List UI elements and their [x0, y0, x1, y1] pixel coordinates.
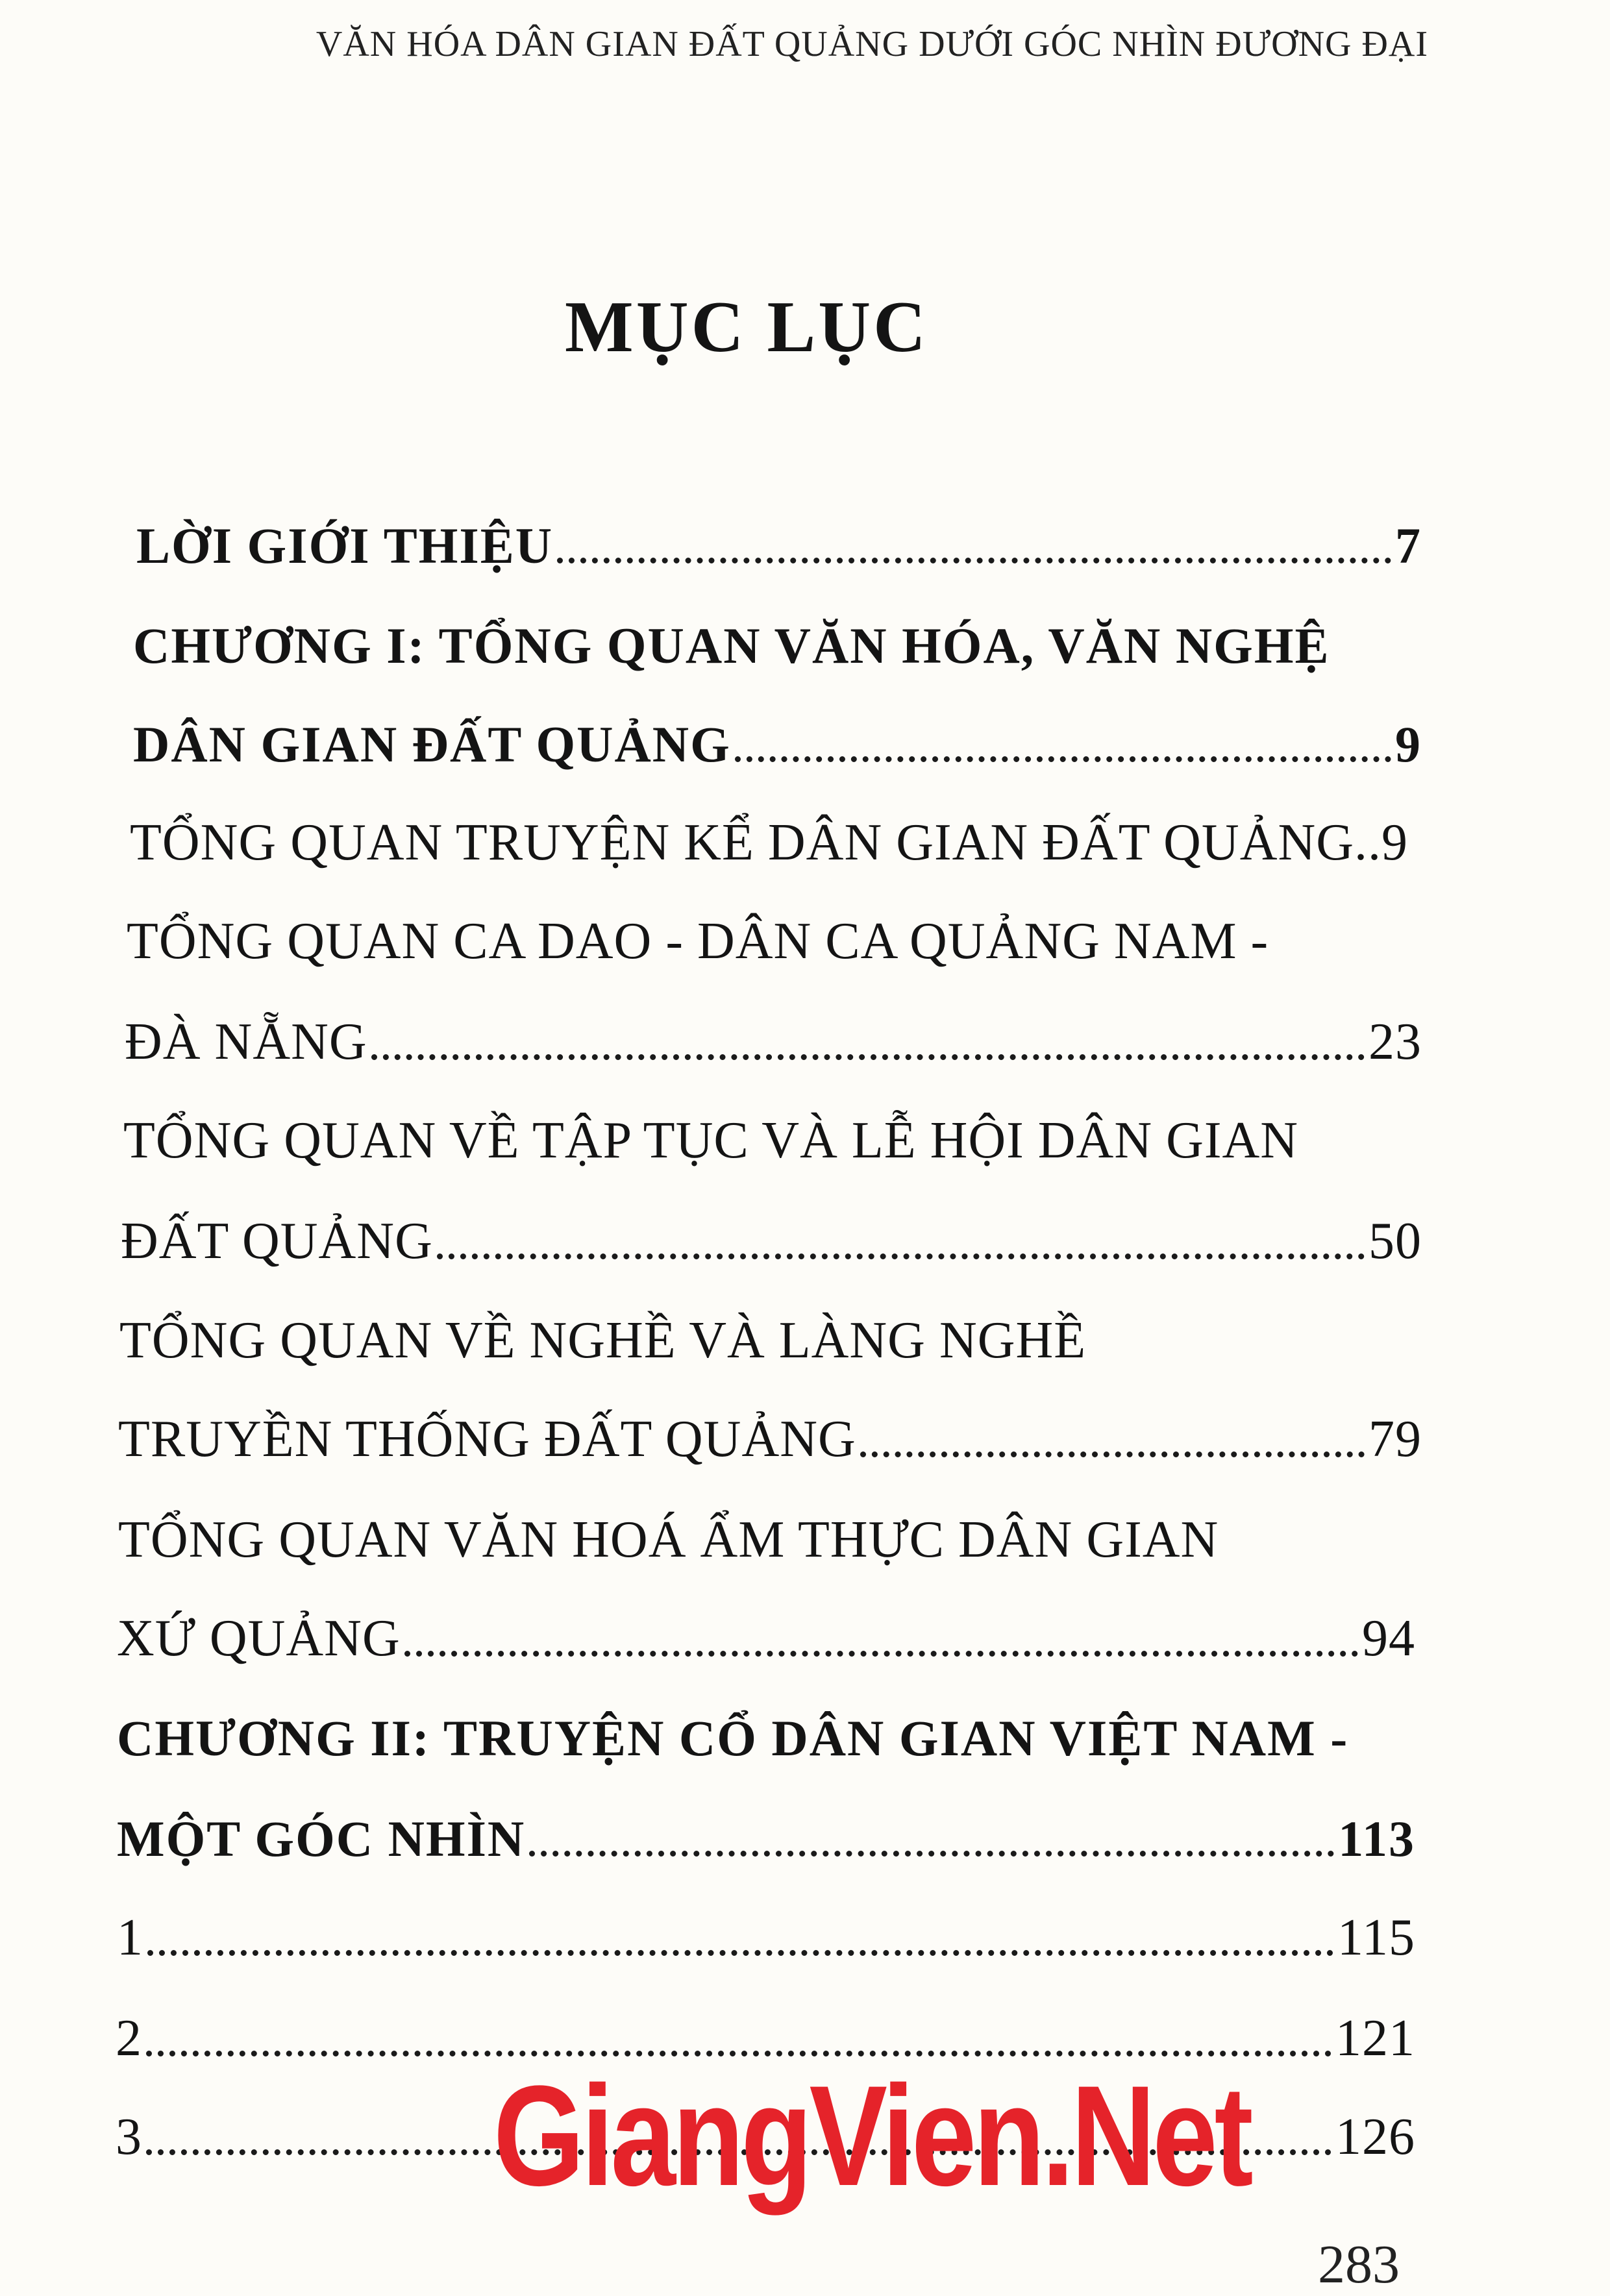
dot-leader — [147, 1950, 1333, 1956]
toc-entry-title: LỜI GIỚI THIỆU — [136, 517, 554, 574]
toc-entry[interactable] — [125, 1003, 1422, 1068]
toc-entry-page: 23 — [1368, 1013, 1422, 1070]
toc-entry[interactable] — [130, 804, 1422, 869]
page-number: 283 — [1318, 2234, 1400, 2295]
page-title: MỤC LỤC — [565, 287, 928, 367]
toc-entry-title: CHƯƠNG II: TRUYỆN CỔ DÂN GIAN VIỆT NAM - — [117, 1710, 1349, 1766]
toc-entry-page: 9 — [1395, 716, 1422, 772]
toc-entry-title: CHƯƠNG I: TỔNG QUAN VĂN HÓA, VĂN NGHỆ — [133, 617, 1330, 674]
toc-entry-page: 113 — [1338, 1810, 1415, 1867]
running-header: VĂN HÓA DÂN GIAN ĐẤT QUẢNG DƯỚI GÓC NHÌN ĐƯƠNG ĐẠI — [316, 24, 1428, 64]
toc-entry[interactable] — [118, 1400, 1422, 1468]
toc-entry[interactable] — [117, 1599, 1415, 1667]
toc-entry-title: TỔNG QUAN VỀ TẬP TỤC VÀ LỄ HỘI DÂN GIAN — [123, 1112, 1299, 1169]
toc-entry-title: TỔNG QUAN TRUYỆN KỂ DÂN GIAN ĐẤT QUẢNG.. — [130, 814, 1382, 871]
toc-entry[interactable] — [121, 1202, 1422, 1270]
toc-entry-title: ĐẤT QUẢNG — [121, 1213, 433, 1270]
dot-leader — [529, 1851, 1334, 1857]
toc-entry[interactable] — [116, 1999, 1415, 2067]
dot-leader — [371, 1054, 1365, 1060]
toc-entry-page: 121 — [1335, 2010, 1415, 2067]
dot-leader — [735, 756, 1391, 762]
toc-entry[interactable] — [118, 1501, 1219, 1566]
toc-entry[interactable] — [117, 1899, 1415, 1964]
watermark-logo: GiangVien.Net — [493, 2056, 1250, 2216]
toc-entry-page: 115 — [1337, 1909, 1415, 1966]
toc-entry-page: 50 — [1368, 1213, 1422, 1270]
toc-entry-page: 79 — [1368, 1411, 1422, 1468]
toc-entry[interactable] — [133, 705, 1422, 770]
toc-entry-title: TỔNG QUAN VĂN HOÁ ẨM THỰC DÂN GIAN — [118, 1511, 1219, 1568]
dot-leader — [860, 1451, 1365, 1457]
toc-entry[interactable] — [136, 506, 1422, 574]
toc-entry[interactable] — [117, 1699, 1348, 1764]
toc-entry[interactable] — [119, 1302, 1087, 1369]
dot-leader — [557, 558, 1391, 563]
toc-entry-title: MỘT GÓC NHÌN — [117, 1810, 526, 1867]
toc-entry-page: 9 — [1381, 814, 1409, 871]
toc-entry-page: 94 — [1362, 1610, 1415, 1667]
toc-entry-title: 2 — [116, 2010, 142, 2067]
toc-entry-page: 7 — [1395, 517, 1422, 574]
toc-entry-title: TỔNG QUAN CA DAO - DÂN CA QUẢNG NAM - — [127, 913, 1269, 970]
toc-entry[interactable] — [123, 1102, 1298, 1167]
toc-entry-title: ĐÀ NẴNG — [125, 1013, 367, 1070]
toc-entry-title: DÂN GIAN ĐẤT QUẢNG — [133, 716, 731, 772]
toc-entry-title: TRUYỀN THỐNG ĐẤT QUẢNG — [118, 1411, 856, 1468]
toc-entry-title: XỨ QUẢNG — [117, 1610, 401, 1667]
toc-entry-title: 3 — [116, 2108, 142, 2166]
toc-entry-title: 1 — [117, 1909, 143, 1966]
dot-leader — [404, 1651, 1358, 1657]
dot-leader — [437, 1253, 1365, 1259]
toc-entry[interactable] — [133, 606, 1330, 674]
toc-entry[interactable] — [127, 902, 1269, 970]
toc-entry-page: 126 — [1335, 2108, 1415, 2166]
toc-entry-title: TỔNG QUAN VỀ NGHỀ VÀ LÀNG NGHỀ — [119, 1312, 1087, 1369]
toc-entry[interactable] — [117, 1799, 1415, 1867]
